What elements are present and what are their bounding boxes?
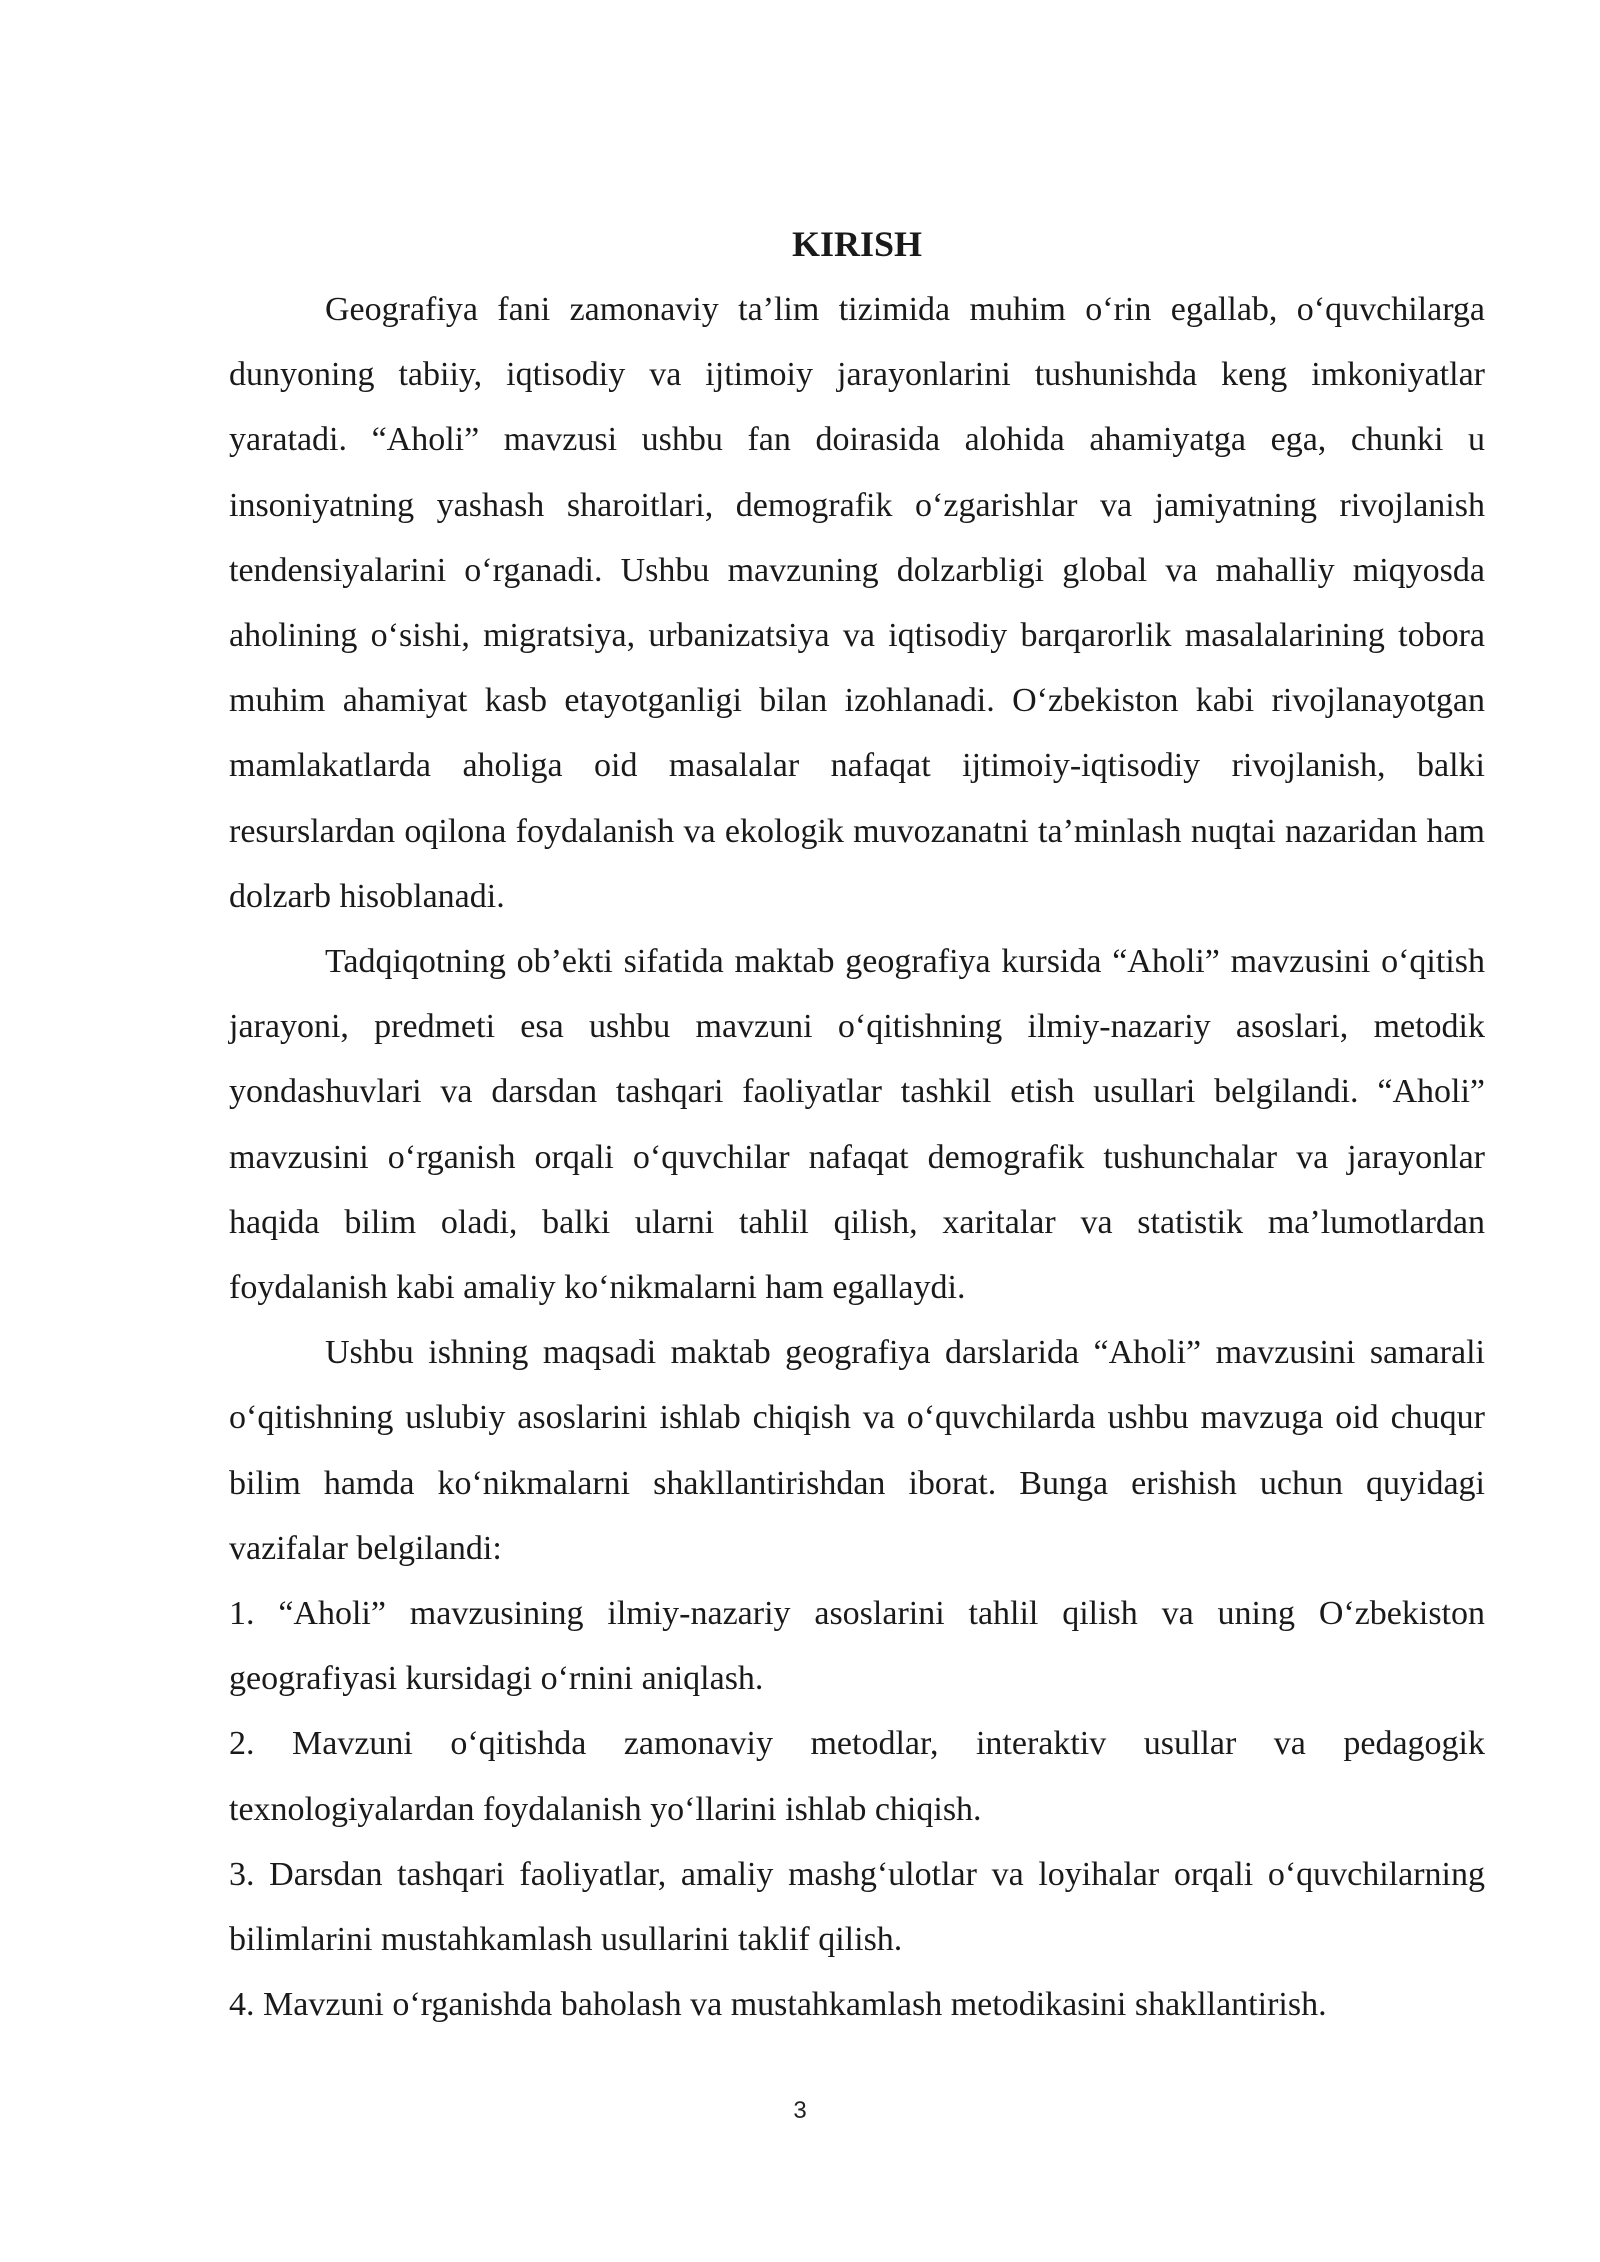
task-item-1: 1. “Aholi” mavzusining ilmiy-nazariy asoslarini tahlil qilish va uning O‘zbekiston geografiyasi kursidagi o‘rnini aniqlash. bbox=[229, 1595, 1485, 1698]
intro-paragraph: Geografiya fani zamonaviy ta’lim tizimida muhim o‘rin egallab, o‘quvchilarga dunyoning tabiiy, iqtisodiy va ijtimoiy jarayonlarini tushunishda keng imkoniyatlar yaratadi. “Aholi” mavzusi ushbu fan doirasida alohida ahamiyatga ega, chunki u insoniyatning yashash sharoitlari, demografik o‘zgarishlar va jamiyatning rivojlanish tendensiyalarini o‘rganadi. Ushbu mavzuning dolzarbligi global va mahalliy miqyosda aholining o‘sishi, migratsiya, urbanizatsiya va iqtisodiy barqarorlik masalalarining tobora muhim ahamiyat kasb etayotganligi bilan izohlanadi. O‘zbekiston kabi rivojlanayotgan mamlakatlarda aholiga oid masalalar nafaqat ijtimoiy-iqtisodiy rivojlanish, balki resurslardan oqilona foydalanish va ekologik muvozanatni ta’minlash nuqtai nazaridan ham dolzarb hisoblanadi. bbox=[229, 291, 1485, 915]
section-heading: KIRISH bbox=[791, 224, 923, 264]
object-paragraph: Tadqiqotning ob’ekti sifatida maktab geografiya kursida “Aholi” mavzusini o‘qitish jarayoni, predmeti esa ushbu mavzuni o‘qitishning ilmiy-nazariy asoslari, metodik yondashuvlari va darsdan tashqari faoliyatlar tashkil etish usullari belgilandi. “Aholi” mavzusini o‘rganish orqali o‘quvchilar nafaqat demografik tushunchalar va jarayonlar haqida bilim oladi, balki ularni tahlil qilish, xaritalar va statistik ma’lumotlardan foydalanish kabi amaliy ko‘nikmalarni ham egallaydi. bbox=[229, 943, 1485, 1307]
task-item-3: 3. Darsdan tashqari faoliyatlar, amaliy mashg‘ulotlar va loyihalar orqali o‘quvchilarning bilimlarini mustahkamlash usullarini taklif qilish. bbox=[229, 1855, 1485, 1959]
task-item-2: 2. Mavzuni o‘qitishda zamonaviy metodlar, interaktiv usullar va pedagogik texnologiyalardan foydalanish yo‘llarini ishlab chiqish. bbox=[229, 1725, 1485, 1828]
document-page bbox=[229, 212, 1485, 2037]
goal-paragraph: Ushbu ishning maqsadi maktab geografiya darslarida “Aholi” mavzusini samarali o‘qitishning uslubiy asoslarini ishlab chiqish va o‘quvchilarda ushbu mavzuga oid chuqur bilim hamda ko‘nikmalarni shakllantirishdan iborat. Bunga erishish uchun quyidagi vazifalar belgilandi: bbox=[229, 1334, 1485, 1567]
page-number: 3 bbox=[793, 2097, 807, 2124]
task-item-4: 4. Mavzuni o‘rganishda baholash va mustahkamlash metodikasini shakllantirish. bbox=[229, 1986, 1327, 2024]
